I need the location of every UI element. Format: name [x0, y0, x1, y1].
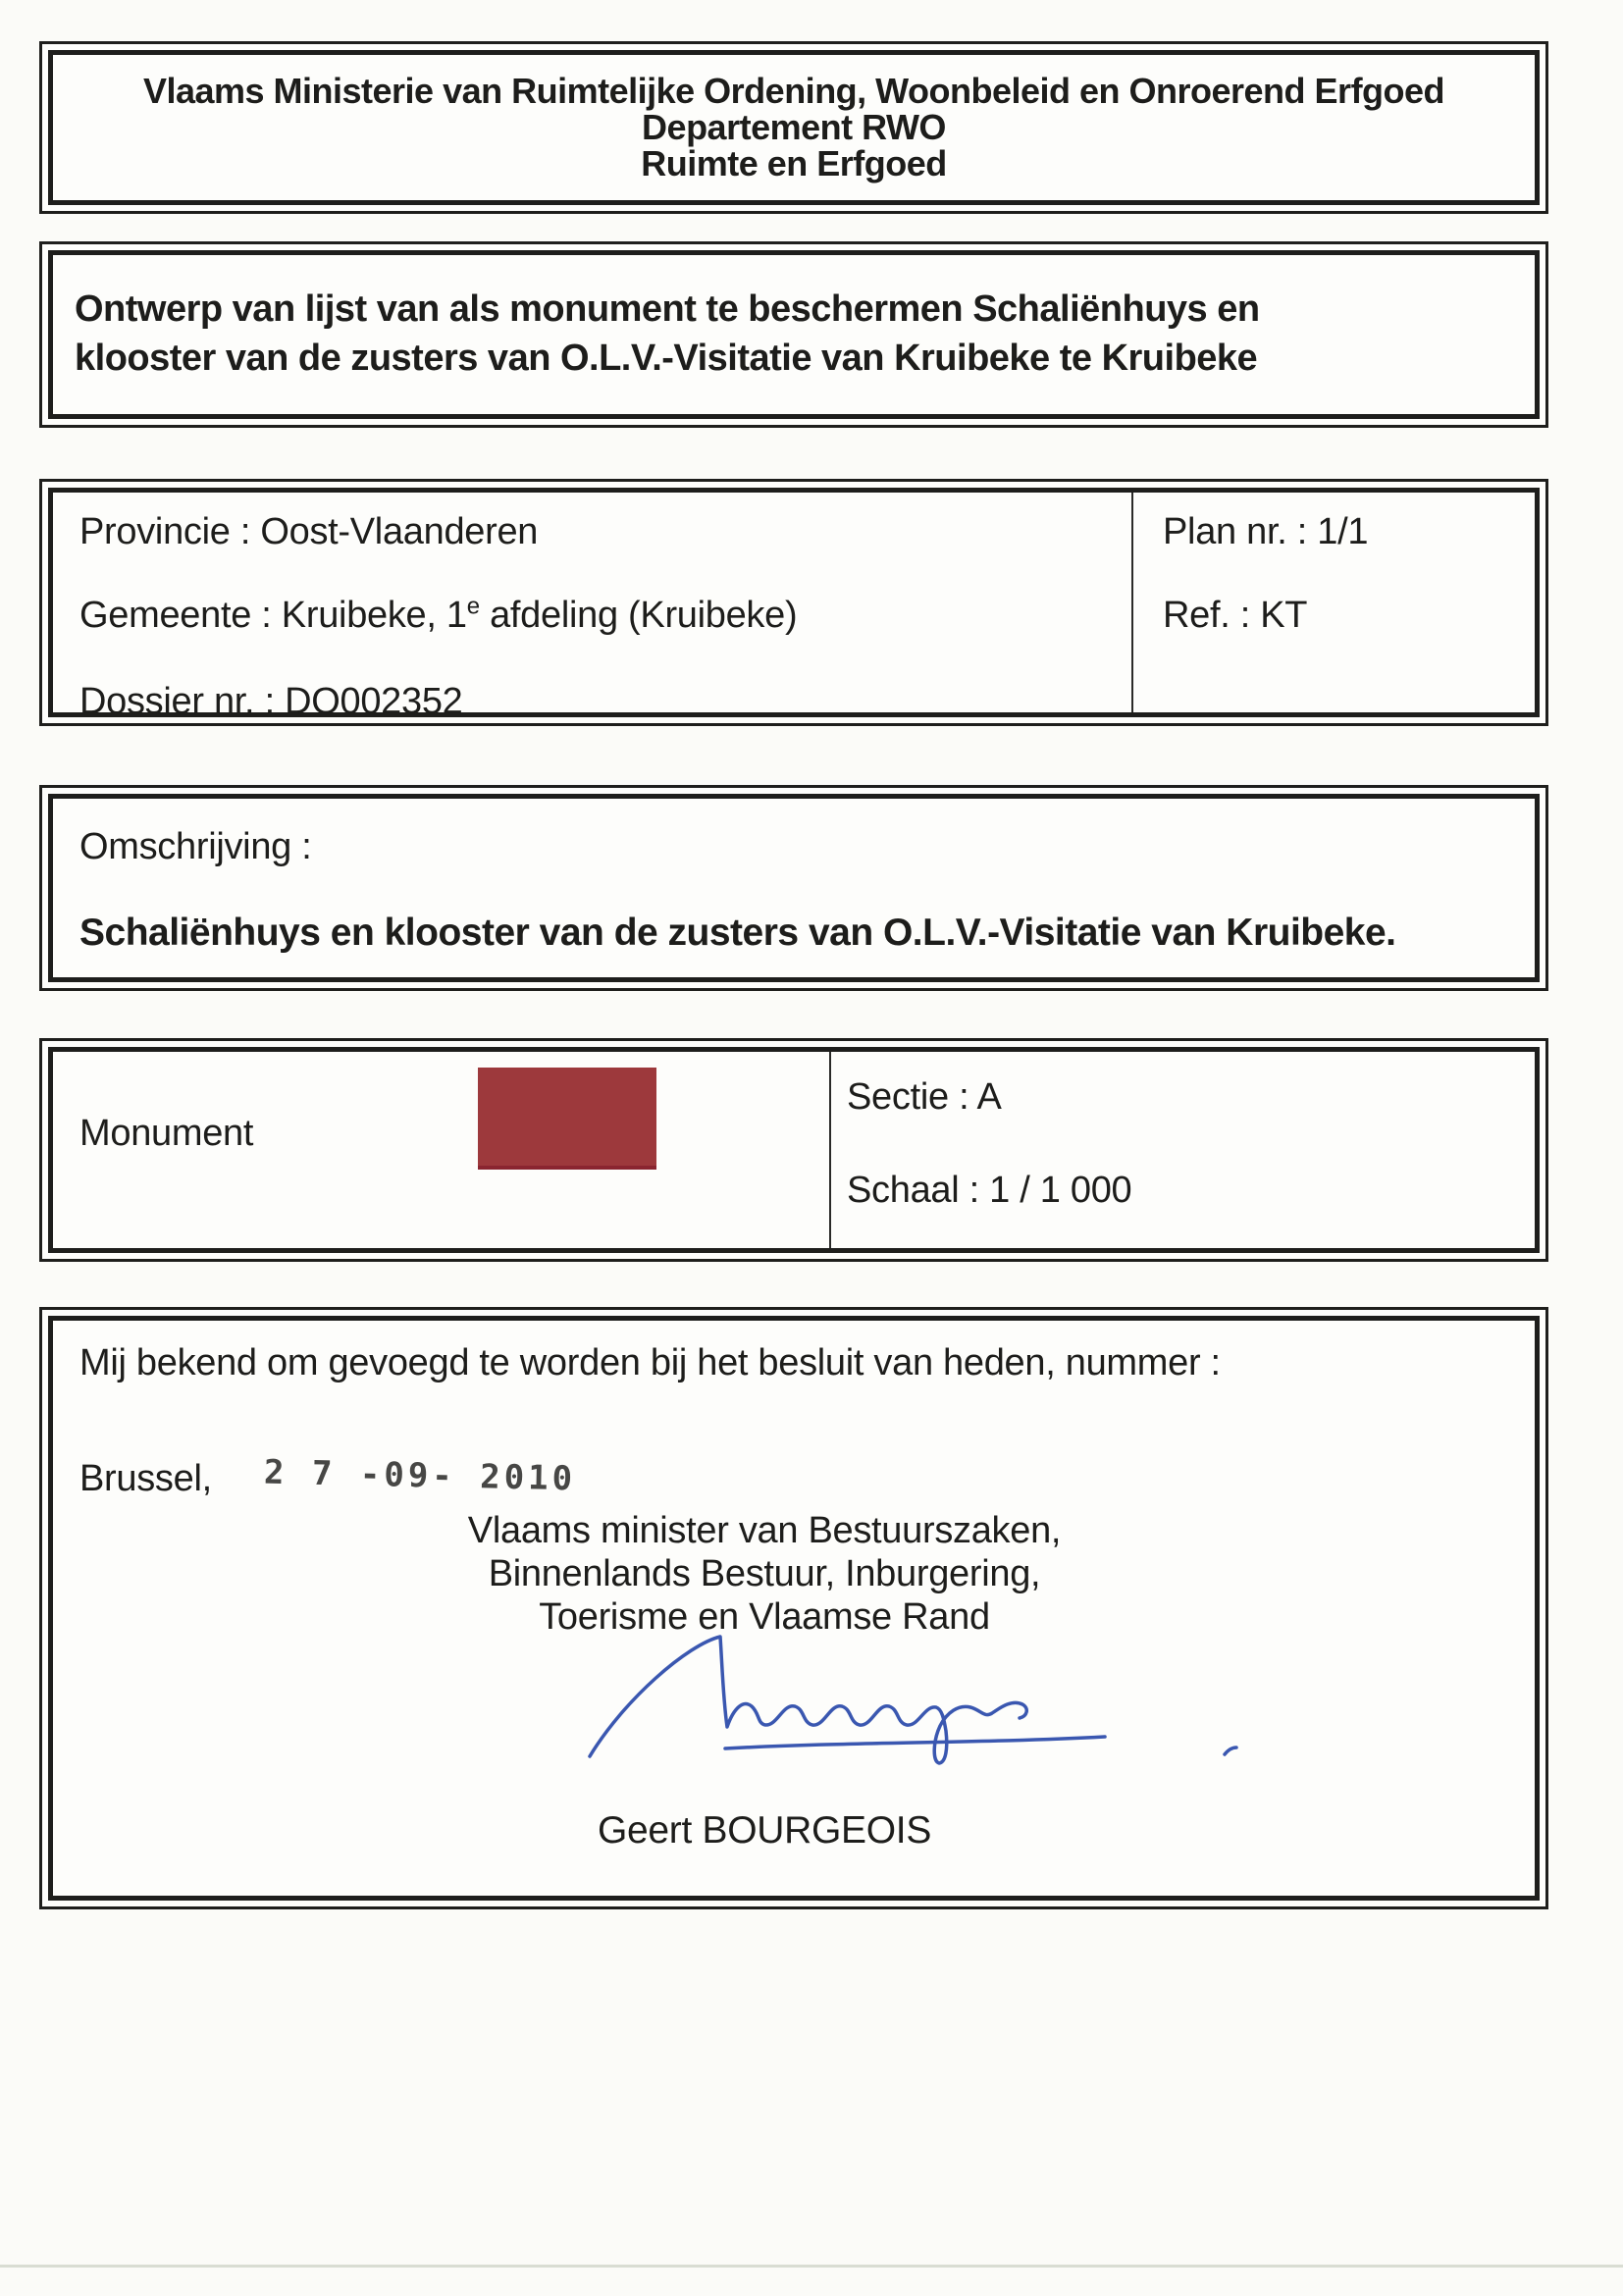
legend-box — [39, 1038, 1548, 1262]
gemeente-text-suffix: afdeling (Kruibeke) — [479, 595, 798, 636]
document-title-line-2: klooster van de zusters van O.L.V.-Visitatie van Kruibeke te Kruibeke — [75, 338, 1258, 379]
ministry-name: Vlaams Ministerie van Ruimtelijke Ordening, Woonbeleid en Onroerend Erfgoed — [142, 71, 1445, 111]
date-stamp: 2 7 -09- 2010 — [263, 1452, 577, 1499]
ref-field: Ref. : KT — [1163, 595, 1308, 636]
attestation-intro: Mij bekend om gevoegd te worden bij het besluit van heden, nummer : — [79, 1342, 1221, 1383]
omschrijving-box-inner — [48, 794, 1540, 982]
document-title-line-1: Ontwerp van lijst van als monument te beschermen Schaliënhuys en — [75, 288, 1260, 330]
dossier-nr-field: Dossier nr. : DO002352 — [79, 681, 463, 722]
monument-color-swatch — [478, 1068, 656, 1170]
omschrijving-label: Omschrijving : — [79, 826, 312, 867]
signature-end-mark — [1225, 1748, 1236, 1754]
minister-title-line-2: Binnenlands Bestuur, Inburgering, — [488, 1553, 1041, 1594]
legend-column-divider — [829, 1052, 831, 1248]
agency-name: Ruimte en Erfgoed — [641, 143, 947, 183]
minister-title-line-3: Toerisme en Vlaamse Rand — [539, 1596, 990, 1638]
omschrijving-box — [39, 785, 1548, 991]
document-title-box-inner — [48, 250, 1540, 419]
omschrijving-value: Schaliënhuys en klooster van de zusters van O.L.V.-Visitatie van Kruibeke. — [79, 912, 1396, 954]
signatory-name: Geert BOURGEOIS — [597, 1809, 932, 1852]
document-title-box — [39, 241, 1548, 428]
sectie-field: Sectie : A — [847, 1076, 1002, 1118]
dossier-info-box — [39, 479, 1548, 726]
gemeente-field — [79, 595, 797, 637]
gemeente-superscript: e — [466, 593, 480, 620]
info-column-divider — [1131, 493, 1133, 712]
department-name: Departement RWO — [642, 107, 946, 147]
attestation-box-inner — [48, 1316, 1540, 1901]
dossier-info-box-inner — [48, 488, 1540, 722]
minister-title-line-1: Vlaams minister van Bestuurszaken, — [467, 1510, 1062, 1551]
legend-box-inner — [48, 1047, 1540, 1253]
monument-label: Monument — [79, 1113, 254, 1154]
handwritten-signature — [585, 1631, 1272, 1778]
signature-underline — [725, 1737, 1105, 1748]
attestation-box — [39, 1307, 1548, 1909]
ministry-header-box — [39, 41, 1548, 214]
city-label: Brussel, — [79, 1458, 212, 1499]
scanner-artifact-line — [0, 2265, 1623, 2268]
provincie-field: Provincie : Oost-Vlaanderen — [79, 511, 539, 552]
gemeente-text: Gemeente : Kruibeke, 1 — [79, 595, 467, 636]
plan-nr-field: Plan nr. : 1/1 — [1163, 511, 1369, 552]
ministry-header-box-inner — [48, 50, 1540, 205]
schaal-field: Schaal : 1 / 1 000 — [847, 1170, 1132, 1211]
